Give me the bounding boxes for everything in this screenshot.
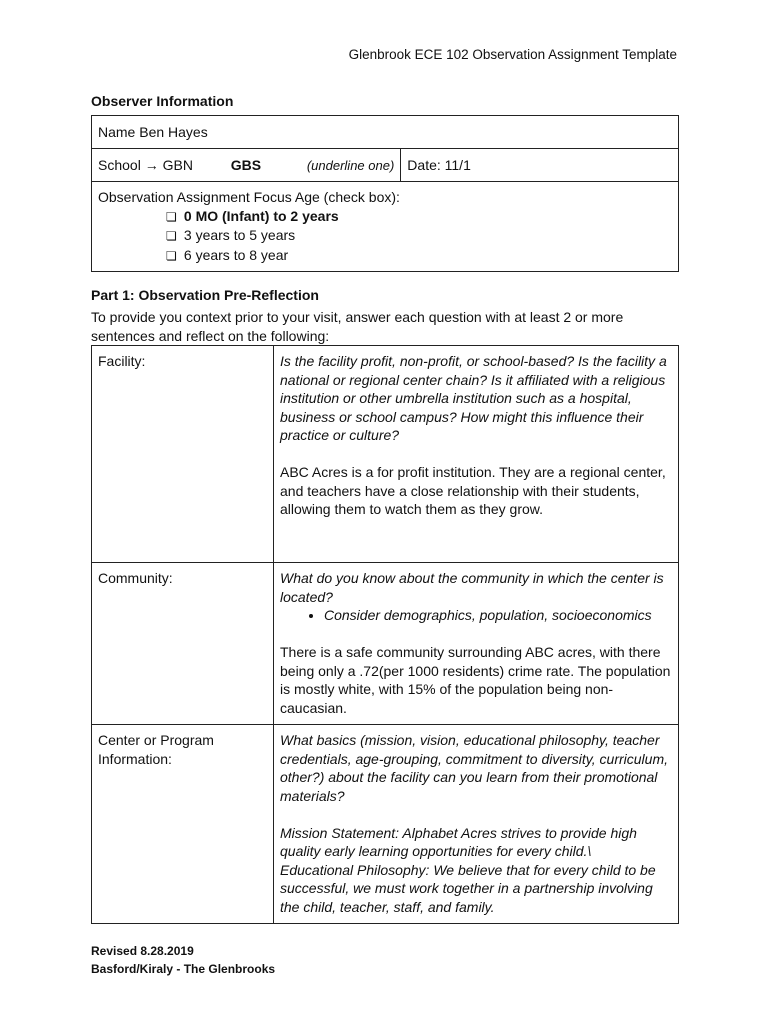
community-bullet: • Consider demographics, population, socioeconomics bbox=[324, 606, 672, 625]
checkbox-icon[interactable]: ❏ bbox=[166, 209, 177, 224]
observer-name: Name Ben Hayes bbox=[98, 124, 208, 140]
focus-age-block bbox=[92, 182, 678, 271]
pre-reflection-table bbox=[91, 345, 679, 924]
school-option-gbs: GBS bbox=[230, 156, 262, 173]
row-label: Center or Program Information: bbox=[98, 732, 214, 767]
school-label: School bbox=[98, 156, 141, 173]
program-prompt: What basics (mission, vision, educational philosophy, teacher credentials, age-grouping, commitment to diversity, curriculum, other?) about the facility can you learn from their promotional materials? bbox=[280, 732, 669, 804]
school-option-gbn: GBN bbox=[162, 156, 193, 173]
focus-option-infant[interactable]: ❏ 0 MO (Infant) to 2 years bbox=[98, 207, 672, 227]
document-header: Glenbrook ECE 102 Observation Assignment Template bbox=[348, 47, 677, 62]
focus-option-preschool[interactable]: ❏ 3 years to 5 years bbox=[98, 226, 672, 246]
school-note: (underline one) bbox=[306, 157, 395, 173]
observation-date: Date: 11/1 bbox=[407, 156, 471, 173]
table-row bbox=[92, 563, 679, 725]
facility-prompt: Is the facility profit, non-profit, or school-based? Is the facility a national or regional center chain? Is it affiliated with a religious institution or other umbrella institution such as a hospital, business or school campus? How might this influence their practice or culture? bbox=[280, 353, 667, 443]
observer-section-title: Observer Information bbox=[91, 93, 234, 109]
checkbox-icon[interactable]: ❏ bbox=[166, 248, 177, 263]
part1-title: Part 1: Observation Pre-Reflection bbox=[91, 287, 319, 303]
checkbox-icon[interactable]: ❏ bbox=[166, 229, 177, 243]
arrow-icon: → bbox=[144, 156, 159, 173]
row-label: Community: bbox=[98, 570, 173, 586]
focus-option-school-age[interactable]: ❏ 6 years to 8 year bbox=[98, 246, 672, 266]
table-row bbox=[92, 725, 679, 924]
focus-age-label: Observation Assignment Focus Age (check box): bbox=[98, 189, 400, 205]
school-field bbox=[92, 149, 400, 182]
footer-authors: Basford/Kiraly - The Glenbrooks bbox=[91, 962, 276, 976]
part1-intro: To provide you context prior to your visit, answer each question with at least 2 or more sentences and reflect on the following: bbox=[91, 309, 624, 344]
mission-statement: Mission Statement: Alphabet Acres strives to provide high quality early learning opportunities for every child.\ bbox=[280, 824, 637, 859]
observer-info-table bbox=[91, 115, 679, 272]
row-label: Facility: bbox=[98, 353, 146, 369]
table-row bbox=[92, 346, 679, 563]
facility-answer: ABC Acres is a for profit institution. They are a regional center, and teachers have a close relationship with their students, allowing them to watch them as they grow. bbox=[280, 464, 666, 517]
community-prompt: What do you know about the community in which the center is located? bbox=[280, 570, 664, 605]
educational-philosophy: Educational Philosophy: We believe that for every child to be successful, we must work together in a partnership involving the child, teacher, staff, and family. bbox=[280, 861, 656, 915]
community-answer: There is a safe community surrounding ABC acres, with there being only a .72(per 1000 residents) crime rate. The population is mostly white, with 15% of the population being non-caucasian. bbox=[280, 644, 671, 716]
footer-revised: Revised 8.28.2019 bbox=[91, 944, 194, 958]
